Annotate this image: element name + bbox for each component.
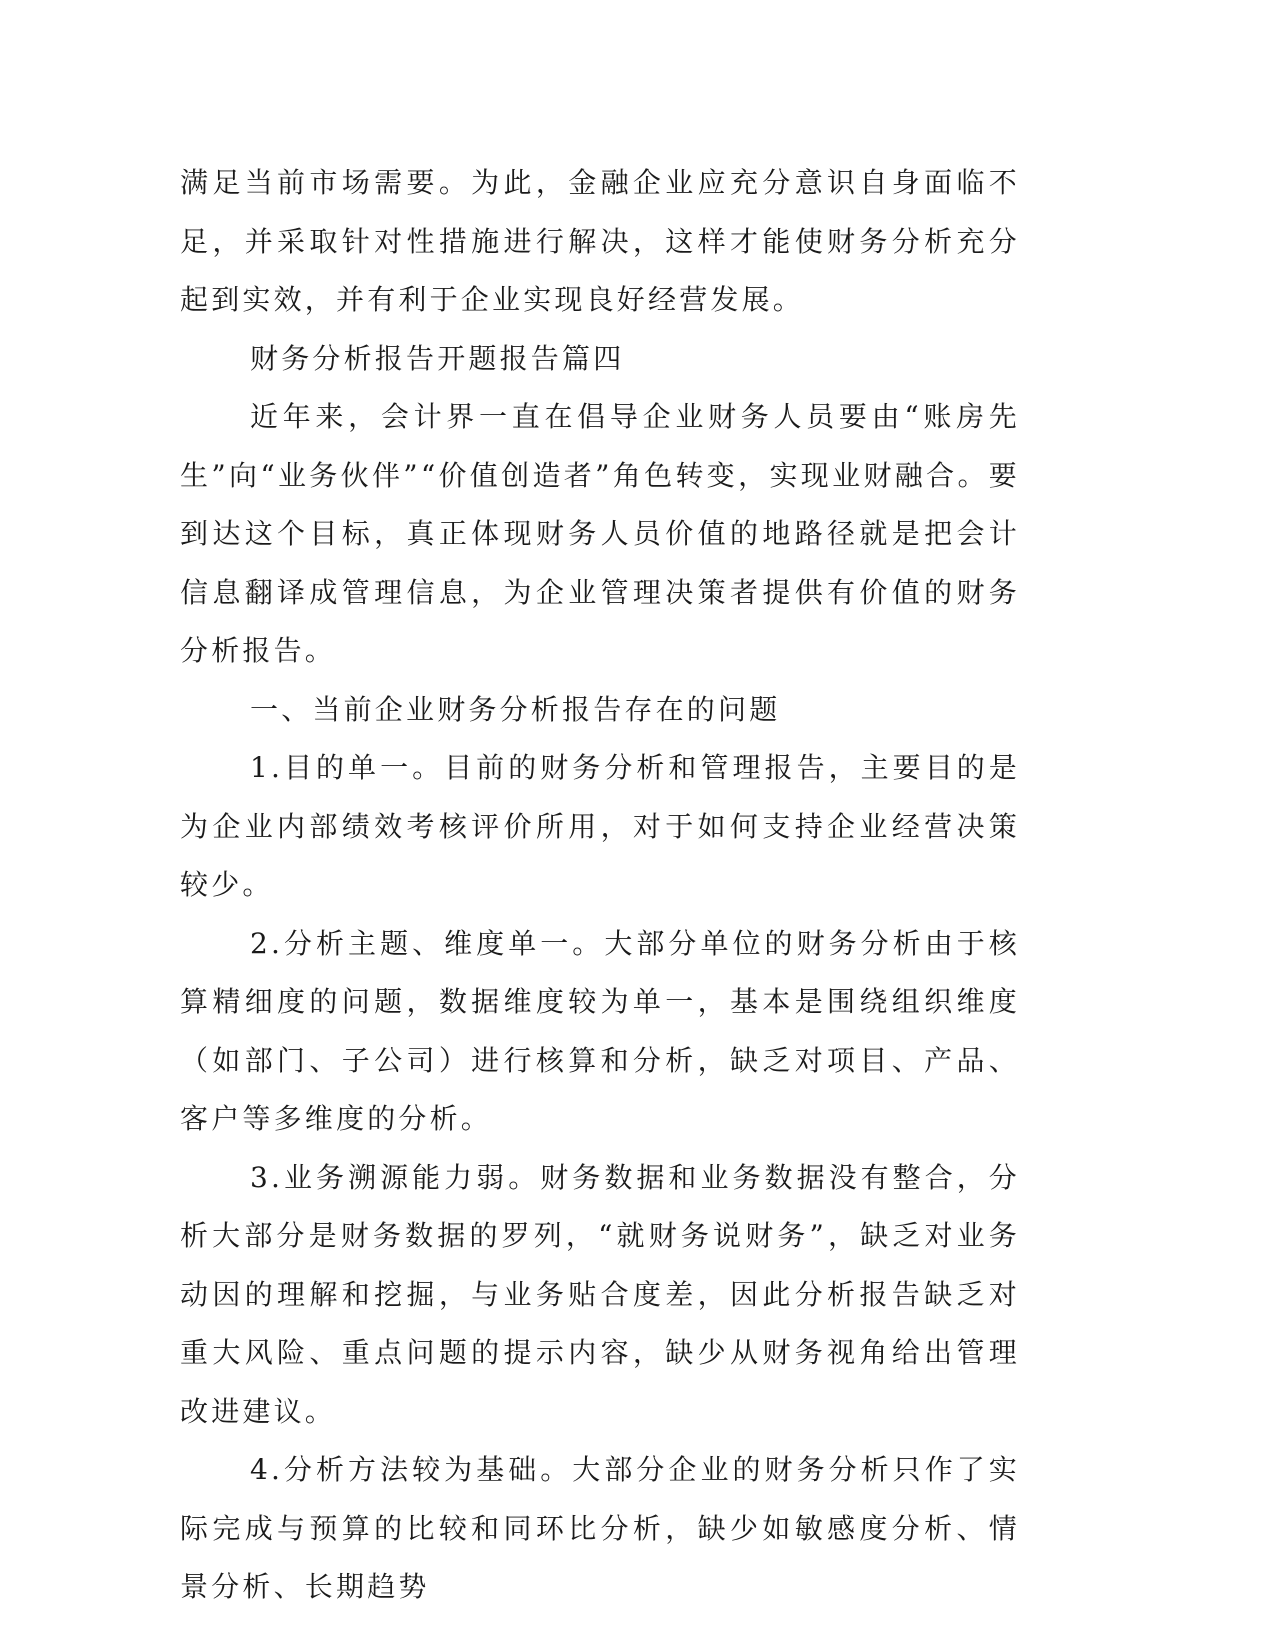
list-item-2: 2.分析主题、维度单一。大部分单位的财务分析由于核算精细度的问题，数据维度较为单一，基本是围绕组织维度（如部门、子公司）进行核算和分析，缺乏对项目、产品、客户等多维度的分析。 (180, 926, 1020, 1135)
list-item-4: 4.分析方法较为基础。大部分企业的财务分析只作了实际完成与预算的比较和同环比分析，缺少如敏感度分析、情景分析、长期趋势 (180, 1453, 1020, 1603)
list-item-3: 3.业务溯源能力弱。财务数据和业务数据没有整合，分析大部分是财务数据的罗列，“就财务说财务”，缺乏对业务动因的理解和挖掘，与业务贴合度差，因此分析报告缺乏对重大风险、重点问题的提示内容，缺少从财务视角给出管理改进建议。 (180, 1160, 1020, 1428)
list-item-1: 1.目的单一。目前的财务分析和管理报告，主要目的是为企业内部绩效考核评价所用，对于如何支持企业经营决策较少。 (180, 751, 1020, 901)
subsection-heading: 一、当前企业财务分析报告存在的问题 (250, 692, 781, 726)
paragraph-continuation: 满足当前市场需要。为此，金融企业应充分意识自身面临不足，并采取针对性措施进行解决，这样才能使财务分析充分起到实效，并有利于企业实现良好经营发展。 (180, 166, 1020, 316)
document-page (180, 154, 1020, 1617)
section-title: 财务分析报告开题报告篇四 (250, 341, 625, 375)
paragraph-intro: 近年来，会计界一直在倡导企业财务人员要由“账房先生”向“业务伙伴”“价值创造者”角色转变，实现业财融合。要到达这个目标，真正体现财务人员价值的地路径就是把会计信息翻译成管理信息，为企业管理决策者提供有价值的财务分析报告。 (180, 400, 1020, 667)
